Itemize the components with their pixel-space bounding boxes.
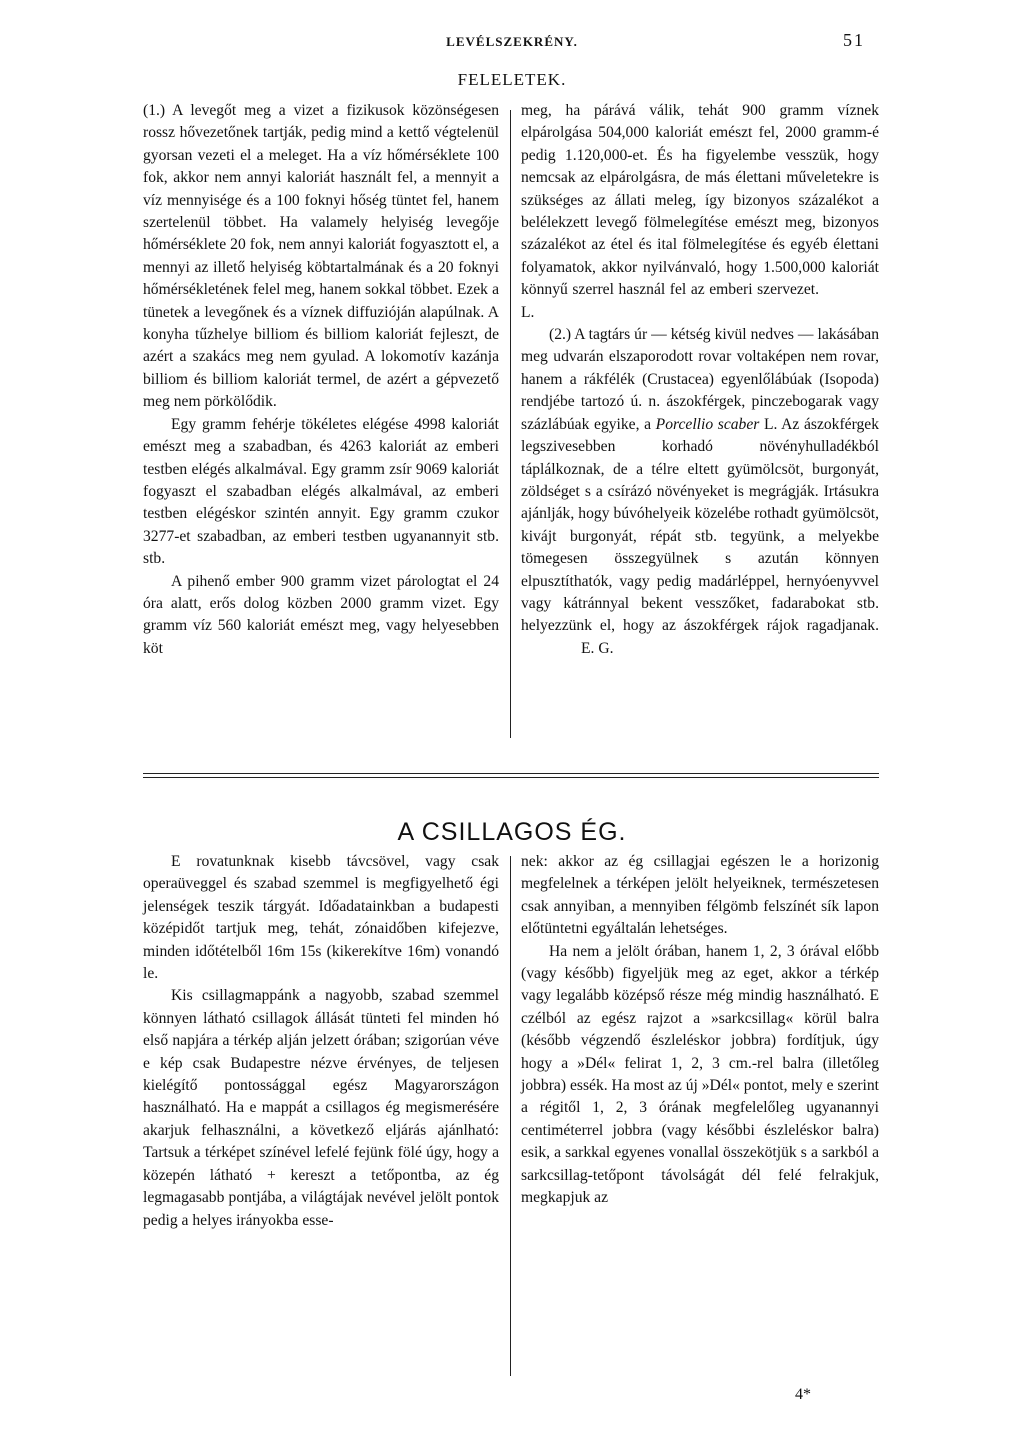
signature-mark: 4*: [795, 1386, 811, 1403]
answer-2-paragraph: [521, 324, 879, 660]
running-title: LEVÉLSZEKRÉNY.: [446, 34, 578, 49]
answer-1-paragraph: (1.) A levegőt meg a vizet a fizikusok közönségesen rossz hővezetőnek tartják, pedig mind a kettő végtelenül gyorsan vezeti el a meleget. Ha a víz hőmérséklete 100 fok, akkor nem annyi kaloriát használt fel, a mennyit a víz mennyisége és a 100 foknyi hőség tüntet fel, hanem szertelenül többet. Ha valamely helyiség levegője hőmérséklete 20 fok, nem annyi kaloriát fogyasztott el, a mennyi az illető helyiség köbtartalmának és a 20 foknyi hőmérsékletének felel meg, hanem sokkal többet. Ezek a tünetek a levegőnek és a víznek diffuzióján alapúlnak. A konyha tűzhelye billiom és billiom kaloriát fejleszt, de azért a szakács meg nem gyulad. A lokomotív kazánja billiom és billiom kaloriát termel, de azért a gépvezető meg nem pörkölődik.: [143, 102, 499, 411]
section-separator: [143, 773, 879, 778]
page-number: 51: [843, 30, 865, 50]
answer-2-signature: E. G.: [581, 639, 614, 657]
starry-sky-paragraph-2: Kis csillagmappánk a nagyobb, szabad szemmel könnyen látható csillagok állását tünteti fel minden hó első napjára a térkép alján jelzett órában; szigorúan véve e kép csak Budapestre nézve érvényes, de teljesen kielégítő pontossággal egész Magyarországon használható. Ha e mappát a csillagos ég megismerésére akarjuk felhasználni, a következő eljárás ajánlható: Tartsuk a térképet színével lefelé fejünk fölé úgy, hogy a közepén látható + kereszt a tetőpontba, az ég legmagasabb pontjába, a világtájak nevével jelölt pontok pedig a helyes irányokba esse-: [143, 987, 499, 1229]
starry-sky-heading: A CSILLAGOS ÉG.: [397, 818, 627, 846]
column-divider-bottom: [510, 856, 511, 1376]
answer-2-text-a: (2.) A tagtárs úr — kétség kivül nedves — lakásában meg udvarán elszaporodott rovar voltaképen nem rovar, hanem a rákfélék (Crustacea) egyenlőlábúak (Isopoda) rendjébe tartozó ú. n. ászokférgek, pinczebogarak vagy százlábúak egyike, a: [521, 326, 879, 433]
answers-heading: FELELETEK.: [457, 70, 567, 89]
answer-1-paragraph-3: A pihenő ember 900 gramm vizet párologtat el 24 óra alatt, erős dolog közben 2000 gramm vizet. Egy gramm víz 560 kaloriát emészt meg, vagy helyesebben köt: [143, 572, 499, 657]
starry-sky-right-column: [521, 851, 879, 1210]
column-divider-top: [510, 110, 511, 738]
starry-sky-left-column: [143, 851, 499, 1232]
answer-1-continuation: [521, 100, 879, 324]
answers-right-column: [521, 100, 879, 660]
starry-sky-paragraph-4: Ha nem a jelölt órában, hanem 1, 2, 3 órával előbb (vagy később) figyeljük meg az eget, akkor a térkép vagy legalább középső része még mindig használható. E czélból az egész rajzot a »sarkcsillag« körül balra (később végzendő észleléskor jobbra) fordítjuk, úgy hogy a »Dél« felirat 1, 2, 3 cm.-rel balra (illetőleg jobbra) essék. Ha most az új »Dél« pontot, mely e szerint a régitől 1, 2, 3 órának megfelelőleg ugyanannyi centiméterrel jobbra (vagy későbbi észleléskor balra) esik, a sarkkal egyenes vonallal összekötjük s a sarkból a sarkcsillag-tetőpont távolságát dél felé felrakjuk, megkapjuk az: [521, 942, 879, 1207]
answer-1-signature: L.: [521, 303, 535, 321]
answer-1-paragraph-2: Egy gramm fehérje tökéletes elégése 4998 kaloriát emészt meg a szabadban, és 4263 kaloriát az emberi testben elégés alkalmával. Egy gramm zsír 9069 kaloriát fogyaszt el szabadban elégés alkalmával, az emberi testben elégéskor szintén annyit. Egy gramm czukor 3277-et szabadban, az emberi testben ugyanannyit stb. stb.: [143, 415, 499, 568]
answer-2-species-name: Porcellio scaber: [655, 415, 760, 433]
answer-2-text-b: L. Az ászokférgek legszivesebben korhadó növényhulladékból táplálkoznak, de a télre eltett gyümölcsöt, burgonyát, zöldséget s a csírázó növényeket is megrágják. Irtásukra ajánlják, hogy búvóhelyeik közelébe rothadt gyümölcsöt, kivájt burgonyát, répát stb. tegyünk, a melyekbe tömegesen összegyülnek s azután könnyen elpusztíthatók, vagy pedig madárléppel, hernyóenyvvel vagy kátránnyal bekent vesszőket, fadarabokat stb. helyezzünk el, hogy az ászokférgek rájok ragadjanak.: [521, 415, 879, 635]
answer-1-continuation-text: meg, ha párává válik, tehát 900 gramm víznek elpárolgása 504,000 kaloriát emészt fel, 2000 gramm-é pedig 1.120,000-et. És ha figyelembe vesszük, hogy nemcsak az elpárolgásra, de más élettani műveletekre is szükséges az állati meleg, így bizonyos százalékot a belélekzett levegő fölmelegítése emészt meg, bizonyos százalékot az étel és ital fölmelegítése és egyéb élettani folyamatok, akkor nyilvánvaló, hogy 1.500,000 kaloriát könnyű szerrel használ fel az emberi szervezet.: [521, 102, 879, 299]
starry-sky-paragraph-3: nek: akkor az ég csillagjai egészen le a horizonig megfelelnek a térképen jelölt helyeiknek, természetesen csak annyiban, a mennyiben félgömb felszínét sík lapon előtüntetni egyáltalán lehetséges.: [521, 853, 879, 938]
starry-sky-paragraph-1: E rovatunknak kisebb távcsövel, vagy csak operaüveggel és szabad szemmel is megfigyelhető égi jelenségek teszik tárgyát. Időadatainkban a budapesti középidőt tartjuk meg, tehát, zónaidőben kifejezve, minden időtételből 16m 15s (kikerekítve 16m) vonandó le.: [143, 853, 499, 983]
answers-left-column: [143, 100, 499, 660]
